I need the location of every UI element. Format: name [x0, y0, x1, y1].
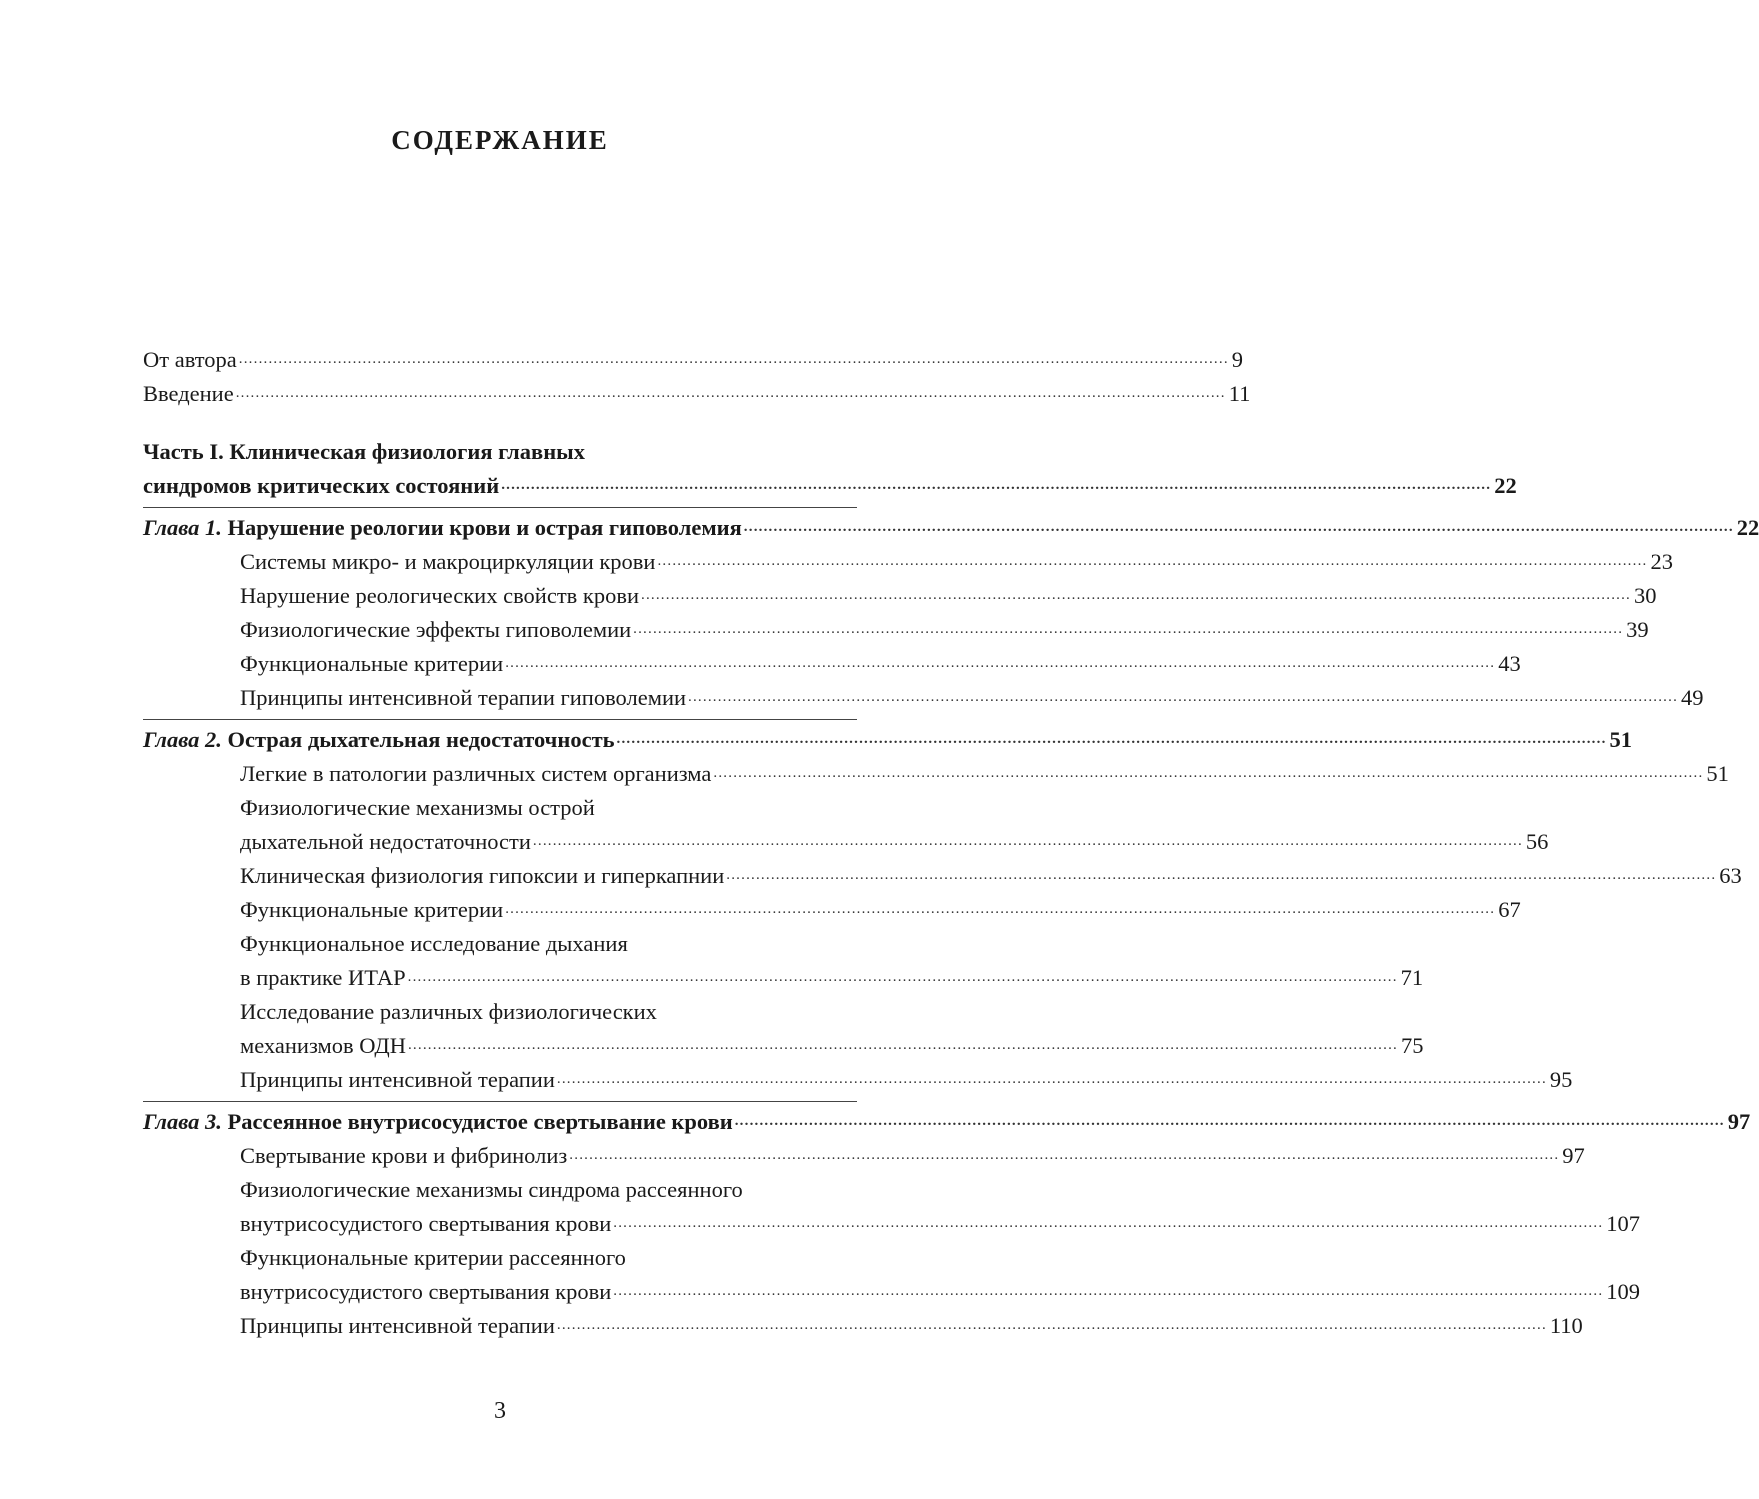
- dot-leader: ........................................................................................................................................................................................................: [235, 385, 1226, 401]
- toc-entry-label: внутрисосудистого свертывания крови: [240, 1279, 612, 1304]
- toc-entry-label: Принципы интенсивной терапии: [240, 1313, 555, 1338]
- toc-entry-page: 75: [1400, 1033, 1424, 1058]
- dot-leader: ........................................................................................................................................................................................................: [616, 731, 1607, 747]
- toc-entry-page: 97: [1562, 1143, 1585, 1168]
- dot-leader: ........................................................................................................................................................................................................: [657, 553, 1648, 569]
- dot-leader: ........................................................................................................................................................................................................: [407, 969, 1398, 985]
- toc-entry-page: 39: [1626, 617, 1649, 642]
- toc-subentry[interactable]: [240, 995, 1424, 1063]
- chapter-title: Нарушение реологии крови и острая гиповолемия: [227, 515, 742, 540]
- dot-leader: ........................................................................................................................................................................................................: [407, 1037, 1398, 1053]
- dot-leader: ........................................................................................................................................................................................................: [505, 655, 1496, 671]
- toc-entry-page: 95: [1549, 1067, 1573, 1092]
- part-title-line: синдромов критических состояний: [143, 473, 500, 498]
- toc-subentry[interactable]: [240, 647, 1521, 681]
- toc-entry-label: Легкие в патологии различных систем организма: [240, 761, 712, 786]
- dot-leader: ........................................................................................................................................................................................................: [505, 901, 1496, 917]
- toc-subentry[interactable]: [240, 613, 1649, 647]
- toc-entry-label: Нарушение реологических свойств крови: [240, 583, 639, 608]
- toc-entry-page: 51: [1609, 727, 1633, 752]
- toc-subentry[interactable]: [240, 927, 1424, 995]
- toc-chapter-1[interactable]: [143, 511, 1759, 545]
- dot-leader: ........................................................................................................................................................................................................: [641, 587, 1631, 603]
- toc-entry-page: 110: [1549, 1313, 1583, 1338]
- toc-entry-page: 97: [1727, 1109, 1751, 1134]
- toc-subentry[interactable]: [240, 1139, 1585, 1173]
- toc-entry-label: Принципы интенсивной терапии: [240, 1067, 555, 1092]
- dot-leader: ........................................................................................................................................................................................................: [556, 1317, 1547, 1333]
- toc-entry-label: Свертывание крови и фибринолиз: [240, 1143, 568, 1168]
- dot-leader: ........................................................................................................................................................................................................: [613, 1283, 1604, 1299]
- dot-leader: ........................................................................................................................................................................................................: [726, 867, 1717, 883]
- separator-line: [143, 507, 857, 508]
- toc-entry-page: 67: [1498, 897, 1521, 922]
- chapter-prefix: Глава 1.: [143, 515, 222, 540]
- toc-entry-label: внутрисосудистого свертывания крови: [240, 1211, 612, 1236]
- chapter-prefix: Глава 2.: [143, 727, 222, 752]
- page-number: 3: [494, 1398, 506, 1424]
- toc-entry-page: 109: [1606, 1279, 1641, 1304]
- toc-entry-label: механизмов ОДН: [240, 1033, 406, 1058]
- chapter-title: Рассеянное внутрисосудистое свертывание крови: [227, 1109, 733, 1134]
- toc-subentry[interactable]: [240, 1241, 1641, 1309]
- toc-subentry[interactable]: [240, 1063, 1573, 1097]
- toc-entry-from-author[interactable]: [143, 343, 1244, 377]
- dot-leader: ........................................................................................................................................................................................................: [569, 1147, 1560, 1163]
- toc-entry-label-line1: Физиологические механизмы синдрома рассеянного: [240, 1177, 743, 1202]
- toc-entry-label-line1: Функциональные критерии рассеянного: [240, 1245, 626, 1270]
- toc-entry-page: 23: [1650, 549, 1673, 574]
- toc-entry-page: 107: [1606, 1211, 1641, 1236]
- toc-subentry[interactable]: [240, 545, 1673, 579]
- toc-entry-introduction[interactable]: [143, 377, 1251, 411]
- part-title-line: Часть I. Клиническая физиология главных: [143, 439, 585, 464]
- toc-subentry[interactable]: [240, 859, 1742, 893]
- toc-entry-page: 51: [1706, 761, 1729, 786]
- toc-subentry[interactable]: [240, 579, 1657, 613]
- toc-subentry[interactable]: [240, 1173, 1641, 1241]
- toc-subentry[interactable]: [240, 893, 1521, 927]
- dot-leader: ........................................................................................................................................................................................................: [743, 519, 1734, 535]
- toc-entry-label-line1: Исследование различных физиологических: [240, 999, 657, 1024]
- dot-leader: ........................................................................................................................................................................................................: [713, 765, 1704, 781]
- toc-entry-page: 30: [1634, 583, 1657, 608]
- toc-subentry[interactable]: [240, 757, 1729, 791]
- toc-entry-label: дыхательной недостаточности: [240, 829, 531, 854]
- toc-entry-label-line1: Физиологические механизмы острой: [240, 795, 595, 820]
- page-title: СОДЕРЖАНИЕ: [391, 125, 609, 155]
- toc-entry-label: в практике ИТАР: [240, 965, 406, 990]
- toc-entry-label-line1: Функциональное исследование дыхания: [240, 931, 628, 956]
- toc-entry-label: Физиологические эффекты гиповолемии: [240, 617, 632, 642]
- toc-entry-page: 43: [1498, 651, 1521, 676]
- dot-leader: ........................................................................................................................................................................................................: [501, 477, 1492, 493]
- toc-part-1[interactable]: [143, 435, 1517, 503]
- dot-leader: ........................................................................................................................................................................................................: [688, 689, 1679, 705]
- toc-entry-label: От автора: [143, 347, 237, 372]
- toc-chapter-2[interactable]: [143, 723, 1633, 757]
- toc-entry-label: Введение: [143, 381, 234, 406]
- separator-line: [143, 1101, 857, 1102]
- dot-leader: ........................................................................................................................................................................................................: [613, 1215, 1604, 1231]
- toc-entry-page: 22: [1736, 515, 1759, 540]
- toc-entry-page: 22: [1494, 473, 1517, 498]
- toc-entry-page: 11: [1228, 381, 1251, 406]
- dot-leader: ........................................................................................................................................................................................................: [734, 1113, 1725, 1129]
- chapter-title: Острая дыхательная недостаточность: [227, 727, 615, 752]
- toc-entry-page: 56: [1525, 829, 1549, 854]
- toc-entry-label: Клиническая физиология гипоксии и гиперкапнии: [240, 863, 725, 888]
- toc-subentry[interactable]: [240, 1309, 1583, 1343]
- toc-entry-label: Системы микро- и макроциркуляции крови: [240, 549, 656, 574]
- toc-entry-page: 63: [1719, 863, 1742, 888]
- table-of-contents: [143, 343, 1759, 1343]
- toc-subentry[interactable]: [240, 681, 1704, 715]
- toc-entry-page: 49: [1681, 685, 1704, 710]
- toc-entry-page: 71: [1400, 965, 1424, 990]
- toc-entry-label: Функциональные критерии: [240, 651, 504, 676]
- dot-leader: ........................................................................................................................................................................................................: [532, 833, 1523, 849]
- toc-subentry[interactable]: [240, 791, 1549, 859]
- dot-leader: ........................................................................................................................................................................................................: [633, 621, 1624, 637]
- dot-leader: ........................................................................................................................................................................................................: [238, 351, 1229, 367]
- toc-chapter-3[interactable]: [143, 1105, 1751, 1139]
- toc-entry-label: Принципы интенсивной терапии гиповолемии: [240, 685, 687, 710]
- dot-leader: ........................................................................................................................................................................................................: [556, 1071, 1547, 1087]
- separator-line: [143, 719, 857, 720]
- toc-entry-page: 9: [1231, 347, 1244, 372]
- toc-entry-label: Функциональные критерии: [240, 897, 504, 922]
- chapter-prefix: Глава 3.: [143, 1109, 222, 1134]
